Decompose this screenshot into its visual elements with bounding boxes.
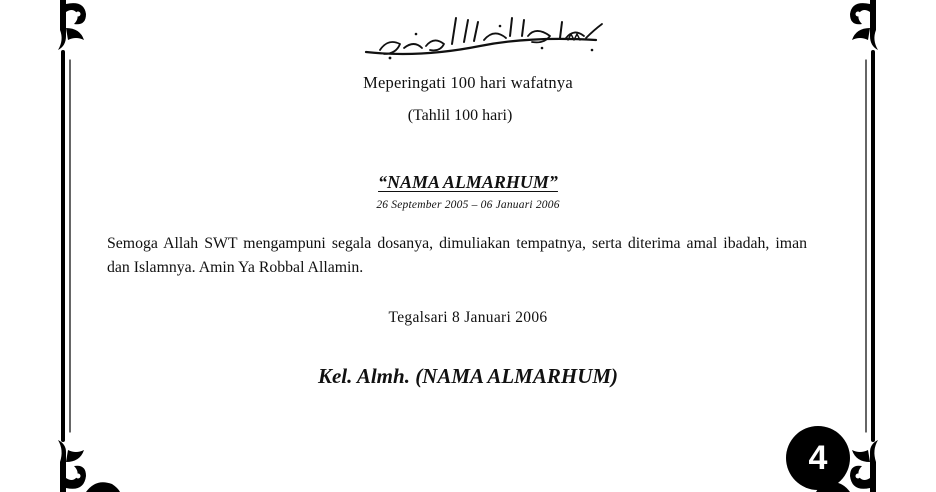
date-range: 26 September 2005 – 06 Januari 2006 — [376, 199, 560, 211]
prayer-text: Semoga Allah SWT mengampuni segala dosanya, dimuliakan tempatnya, serta diterima amal ibadah, iman dan Islamnya. Amin Ya Robbal Allamin. — [107, 235, 807, 276]
memorial-line: Meperingati 100 hari wafatnya — [363, 73, 573, 92]
page-number-badge: 4 — [786, 426, 850, 490]
family-signature: Kel. Almh. (NAMA ALMARHUM) — [317, 364, 619, 388]
corner-ornament-bottom-left — [58, 440, 120, 492]
place-date: Tegalsari 8 Januari 2006 — [388, 309, 548, 326]
deceased-name: “NAMA ALMARHUM” — [378, 172, 558, 192]
corner-ornament-top-left — [58, 0, 86, 50]
tahlil-line: (Tahlil 100 hari) — [407, 107, 513, 124]
corner-ornament-top-right — [850, 0, 878, 50]
basmala-calligraphy — [360, 14, 610, 60]
